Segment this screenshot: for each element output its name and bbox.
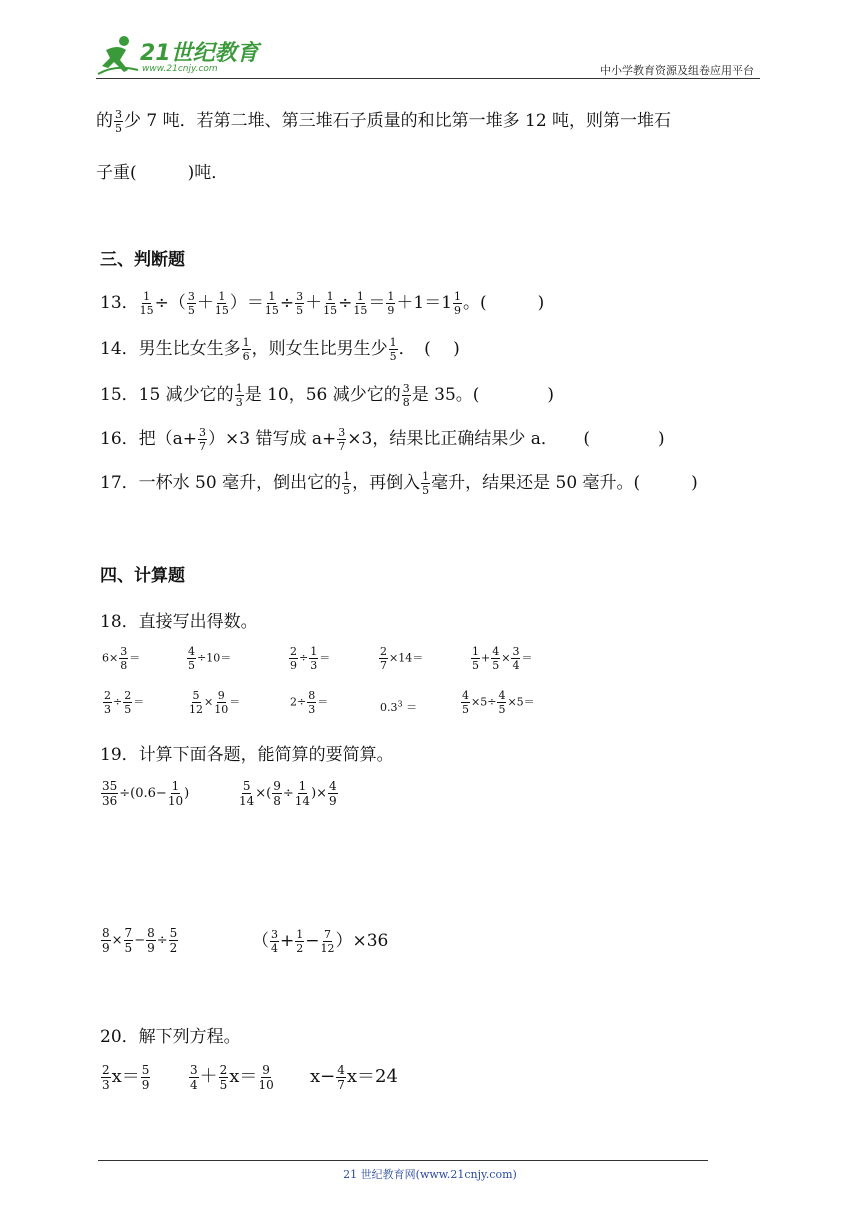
fraction: $\frac{3}{5}$ <box>115 108 122 135</box>
q19-expr-4: （ $\frac{3}{4}$ + $\frac{1}{2}$ − $\frac{7}{12}$ ）×36 <box>252 928 389 955</box>
header-rule <box>96 78 760 79</box>
q20-equation-2: $\frac{3}{4}$ ＋ $\frac{2}{5}$ x＝ $\frac{9}{10}$ <box>190 1062 274 1092</box>
question-16: 16．把（a+ $\frac{3}{7}$ ）×3 错写成 a+ $\frac{3}{7}$ ×3，结果比正确结果少 a． ( ) <box>100 426 665 453</box>
q19-expr-2: $\frac{5}{14}$ ×( $\frac{9}{8}$ ÷ $\frac{1}{14}$ )× $\frac{4}{9}$ <box>239 779 337 808</box>
q18-expr-10: $\frac{4}{5}$ ×5÷ $\frac{4}{5}$ ×5＝ <box>462 689 535 716</box>
q18-expr-1: 6× $\frac{3}{8}$ ＝ <box>102 645 141 672</box>
header-right-text: 中小学教育资源及组卷应用平台 <box>600 64 754 77</box>
footer-rule <box>98 1160 708 1161</box>
continued-line-1: 的 $\frac{3}{5}$ 少 7 吨．若第二堆、第三堆石子质量的和比第一堆多 12 吨，则第一堆石 <box>96 108 672 135</box>
header-logo <box>96 34 266 78</box>
question-14: 14．男生比女生多 $\frac{1}{6}$ ，则女生比男生少 $\frac{1}{5}$ ． ( ) <box>100 336 460 363</box>
runner-logo-icon <box>96 34 140 76</box>
q18-expr-3: $\frac{2}{9}$ ÷ $\frac{1}{3}$ ＝ <box>290 645 331 672</box>
section-title-calculation: 四、计算题 <box>100 566 185 586</box>
continued-line-2: 子重( )吨． <box>96 163 229 183</box>
q18-expr-5: $\frac{1}{5}$ + $\frac{4}{5}$ × $\frac{3}{4}$ ＝ <box>472 645 533 672</box>
q18-expr-9: $0.3^3$ ＝ <box>380 699 418 714</box>
logo-url: www.21cnjy.com <box>142 64 218 74</box>
q20-equation-3: x− $\frac{4}{7}$ x＝24 <box>310 1062 398 1092</box>
question-15: 15．15 减少它的 $\frac{1}{3}$ 是 10，56 减少它的 $\frac{3}{8}$ 是 35。( ) <box>100 382 555 409</box>
section-title-judgement: 三、判断题 <box>100 250 185 270</box>
q18-expr-8: 2÷ $\frac{8}{3}$ ＝ <box>290 689 329 716</box>
q19-expr-3: $\frac{8}{9}$ × $\frac{7}{5}$ − $\frac{8}{9}$ ÷ $\frac{5}{2}$ <box>102 926 178 955</box>
footer-text: 21 世纪教育网(www.21cnjy.com) <box>343 1168 517 1181</box>
question-18-title: 18．直接写出得数。 <box>100 612 258 632</box>
question-17: 17．一杯水 50 毫升，倒出它的 $\frac{1}{5}$ ，再倒入 $\frac{1}{5}$ 毫升，结果还是 50 毫升。( ) <box>100 470 698 497</box>
q18-expr-6: $\frac{2}{3}$ ÷ $\frac{2}{5}$ ＝ <box>104 689 145 716</box>
question-19-title: 19．计算下面各题，能简算的要简算。 <box>100 745 394 765</box>
q18-expr-2: $\frac{4}{5}$ ÷10＝ <box>188 645 232 672</box>
q18-expr-4: $\frac{2}{7}$ ×14＝ <box>380 645 424 672</box>
q18-expr-7: $\frac{5}{12}$ × $\frac{9}{10}$ ＝ <box>189 689 241 716</box>
question-13: 13． $\frac{1}{15}$ ÷（ $\frac{3}{5}$ ＋ $\frac{1}{15}$ ）＝ $\frac{1}{15}$ ÷ $\frac{3}{5}$ ＋ $\frac{1}{15}$ ÷ $\frac{1}{15}$ ＝ $\frac{1}{9}$ ＋1＝1 $\frac{1}{9}$ 。( ) <box>100 290 545 317</box>
question-20-title: 20．解下列方程。 <box>100 1027 241 1047</box>
logo-text: 21世纪教育 <box>140 41 259 66</box>
q20-equation-1: $\frac{2}{3}$ x＝ $\frac{5}{9}$ <box>102 1062 150 1092</box>
q19-expr-1: $\frac{35}{36}$ ÷(0.6− $\frac{1}{10}$ ) <box>102 779 190 808</box>
